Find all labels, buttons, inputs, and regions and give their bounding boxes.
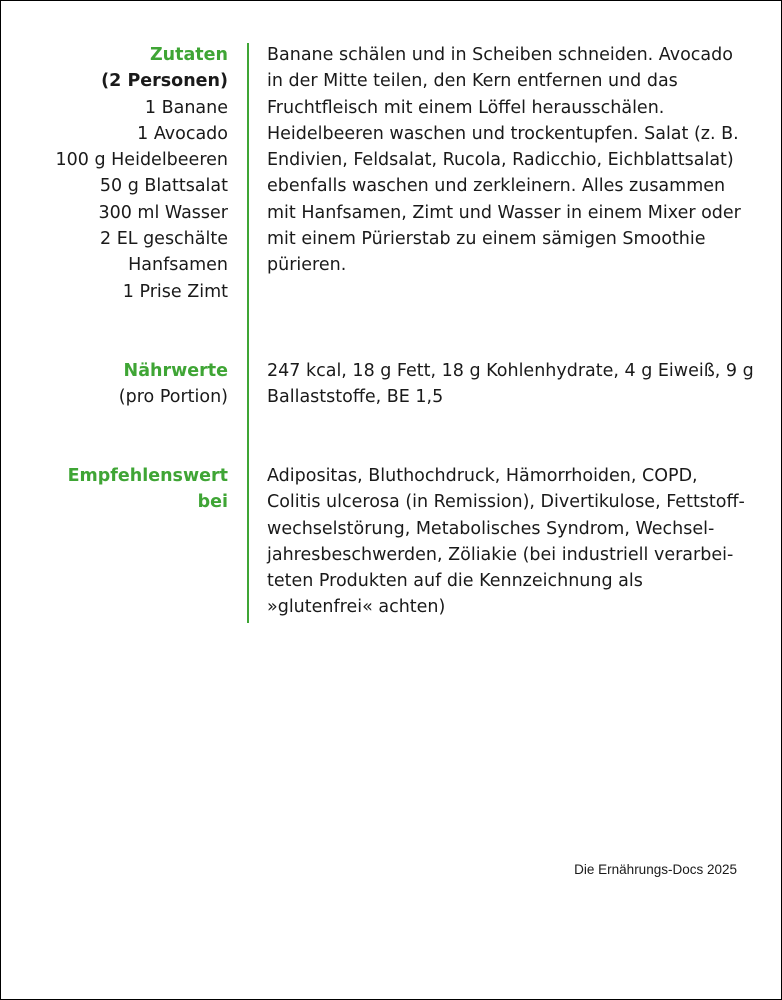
recommended-text: [267, 463, 747, 621]
green-divider-line: [247, 43, 249, 623]
recommended-line: Adipositas, Bluthochdruck, Hämorrhoiden, COPD,: [267, 466, 698, 486]
preparation-line: pürieren.: [267, 255, 347, 276]
servings-label: (2 Personen): [101, 71, 228, 92]
preparation-line: Banane schälen und in Scheiben schneiden. Avocado: [267, 45, 733, 65]
ingredients-label-column: [13, 42, 228, 305]
preparation-line: Endivien, Feldsalat, Rucola, Radicchio, Eichblattsalat): [267, 150, 734, 171]
recommended-heading-line: Empfehlenswert: [67, 466, 228, 486]
nutrition-text: [267, 358, 754, 411]
ingredient-item: 1 Avocado: [137, 123, 228, 144]
recommended-line: jahresbeschwerden, Zöliakie (bei industriell verarbei-: [267, 544, 734, 565]
ingredient-item: 2 EL geschälte: [100, 229, 228, 250]
preparation-line: Heidelbeeren waschen und trockentupfen. Salat (z. B.: [267, 123, 739, 144]
nutrition-line: Ballaststoffe, BE 1,5: [267, 387, 444, 408]
recommended-heading-line: bei: [197, 492, 228, 513]
preparation-text: [267, 42, 747, 279]
recommended-line: wechselstörung, Metabolisches Syndrom, Wechsel-: [267, 518, 715, 539]
recommended-line: Colitis ulcerosa (in Remission), Divertikulose, Fettstoff-: [267, 492, 745, 513]
ingredient-item: 1 Prise Zimt: [122, 281, 228, 302]
ingredient-item: Hanfsamen: [128, 255, 228, 276]
nutrition-heading: Nährwerte: [123, 361, 228, 381]
nutrition-line: 247 kcal, 18 g Fett, 18 g Kohlenhydrate, 4 g Eiweiß, 9 g: [267, 361, 754, 381]
preparation-line: Fruchtfleisch mit einem Löffel herausschälen.: [267, 97, 665, 118]
preparation-line: mit Hanfsamen, Zimt und Wasser in einem Mixer oder: [267, 202, 741, 223]
recommended-label-column: [13, 463, 228, 516]
footer-text: Die Ernährungs-Docs 2025: [574, 862, 737, 877]
preparation-line: in der Mitte teilen, den Kern entfernen und das: [267, 71, 678, 92]
preparation-line: mit einem Pürierstab zu einem sämigen Smoothie: [267, 229, 706, 250]
ingredients-heading: Zutaten: [149, 45, 228, 65]
ingredient-item: 300 ml Wasser: [98, 202, 228, 223]
ingredient-item: 1 Banane: [144, 97, 228, 118]
ingredient-item: 50 g Blattsalat: [99, 176, 228, 197]
per-portion-label: (pro Portion): [118, 387, 228, 408]
recommended-line: teten Produkten auf die Kennzeichnung als: [267, 571, 643, 592]
nutrition-label-column: [13, 358, 228, 411]
preparation-line: ebenfalls waschen und zerkleinern. Alles zusammen: [267, 176, 726, 197]
ingredient-item: 100 g Heidelbeeren: [55, 150, 228, 171]
recommended-line: »glutenfrei« achten): [267, 597, 446, 618]
